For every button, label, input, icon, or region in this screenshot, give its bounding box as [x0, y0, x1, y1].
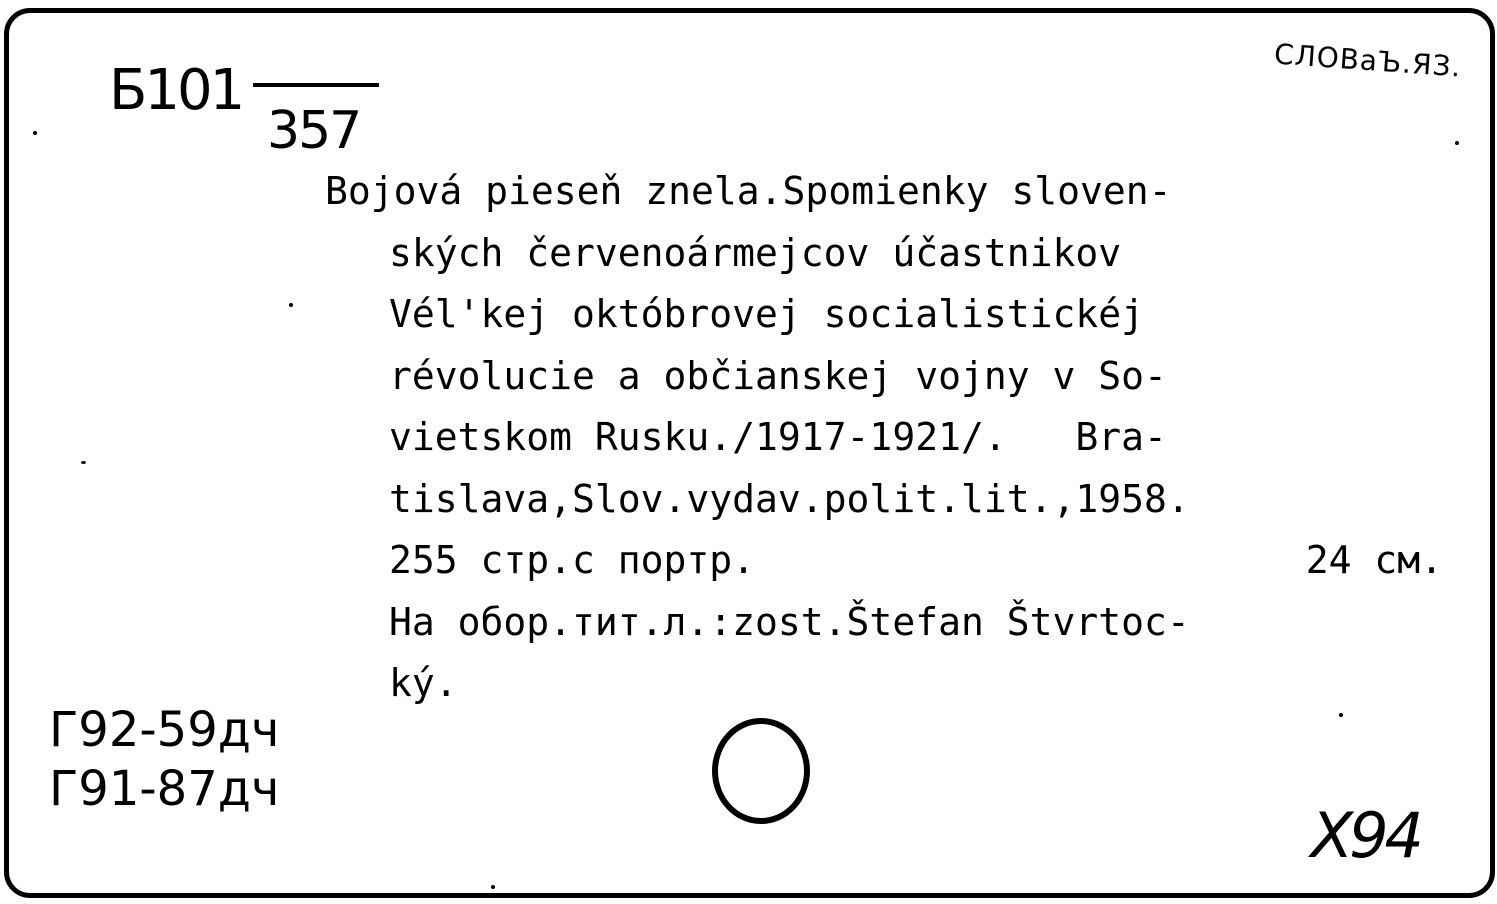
speck: [289, 303, 293, 307]
description-line: Bojová pieseň znela.Spomienky sloven-: [325, 169, 1172, 213]
description-line: Vél'kej októbrovej socialistickéj: [389, 292, 1144, 336]
speck: [33, 131, 37, 135]
card-code: X94: [1310, 799, 1420, 872]
speck: [491, 885, 495, 889]
punch-hole: [712, 718, 810, 824]
note-line: ký.: [389, 661, 458, 705]
description-line: vietskom Rusku./1917-1921/. Bra-: [389, 415, 1167, 459]
speck: [1455, 141, 1459, 145]
size: 24 см.: [1305, 538, 1443, 582]
corner-note: СЛОВаЪ.ЯЗ.: [1273, 37, 1463, 84]
description-line: révolucie a občianskej vojny v So-: [389, 353, 1167, 398]
speck: [81, 461, 86, 464]
speck: [1339, 713, 1343, 717]
description-line: tislava,Slov.vydav.polit.lit.,1958.: [389, 476, 1190, 521]
note-line: На обор.тит.л.:zost.Štefan Štvrtoc-: [389, 599, 1190, 644]
catalog-card: [4, 8, 1495, 898]
call-number-top: Б101: [109, 58, 243, 123]
accession-numbers: [49, 701, 279, 818]
call-number-rule: [253, 83, 379, 87]
accession-number: Г91-87дч: [49, 760, 280, 817]
pages-and-illustrations: 255 стр.с портр.: [389, 538, 756, 582]
physical-description-line: [325, 530, 1455, 592]
call-number-bottom: 357: [267, 101, 361, 161]
accession-number: Г92-59дч: [49, 702, 280, 758]
description-line: ských červenoármejcov účastnikov: [389, 230, 1122, 275]
bibliographic-description: [325, 161, 1455, 715]
